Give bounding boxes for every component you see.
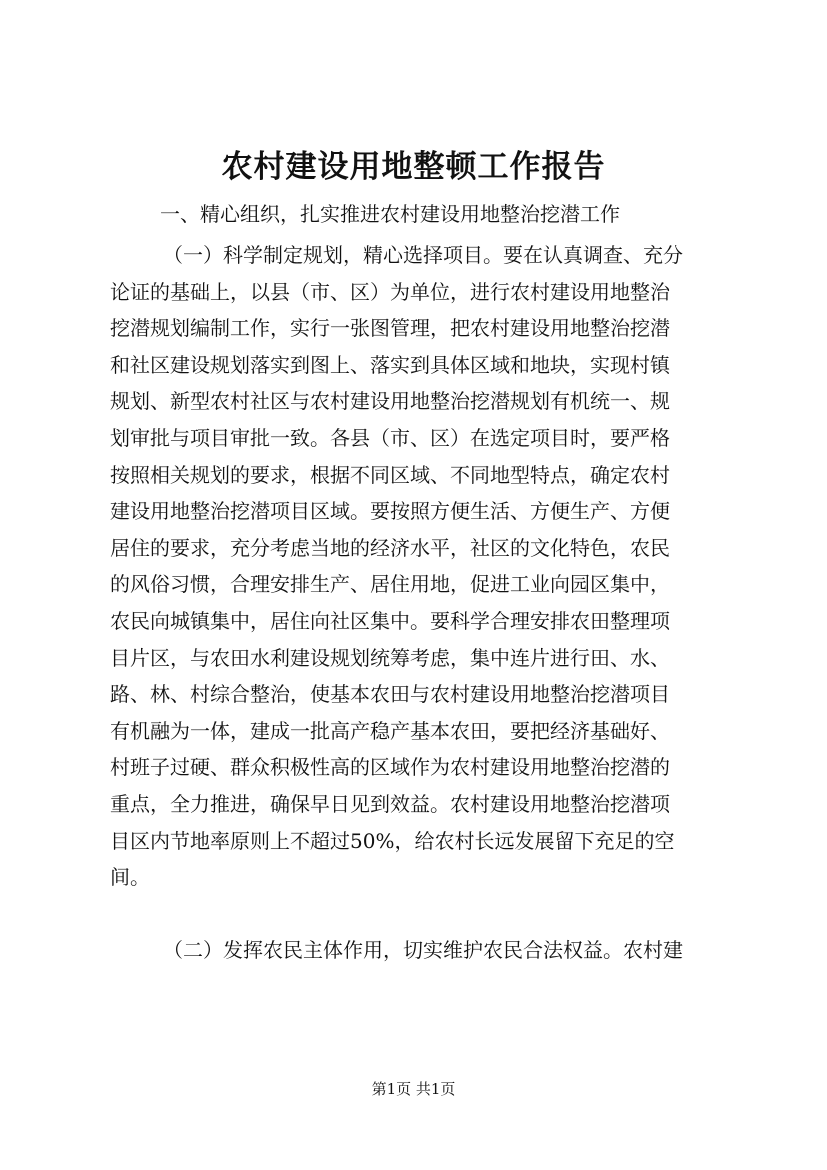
document-title: 农村建设用地整顿工作报告	[221, 149, 606, 185]
text-line: 按照相关规划的要求，根据不同区域、不同地型特点，确定农村	[110, 462, 670, 487]
text-line: 路、林、村综合整治，使基本农田与农村建设用地整治挖潜项目	[110, 682, 670, 707]
text-line: 有机融为一体，建成一批高产稳产基本农田，要把经济基础好、	[110, 718, 670, 743]
page-footer: 第1页 共1页	[371, 1080, 456, 1098]
text-line: 村班子过硬、群众积极性高的区域作为农村建设用地整治挖潜的	[110, 755, 670, 780]
text-line: 目片区，与农田水利建设规划统筹考虑，集中连片进行田、水、	[110, 645, 670, 670]
text-line: 挖潜规划编制工作，实行一张图管理，把农村建设用地整治挖潜	[110, 316, 670, 341]
text-line: 重点，全力推进，确保早日见到效益。农村建设用地整治挖潜项	[110, 791, 670, 816]
text-line: 和社区建设规划落实到图上、落实到具体区域和地块，实现村镇	[110, 352, 670, 377]
text-line: （一）科学制定规划，精心选择项目。要在认真调查、充分	[163, 243, 683, 267]
body-text	[110, 237, 730, 969]
text-line: 规划、新型农村社区与农村建设用地整治挖潜规划有机统一、规	[110, 389, 670, 414]
text-line: 农民向城镇集中，居住向社区集中。要科学合理安排农田整理项	[110, 608, 670, 633]
text-line: 居住的要求，充分考虑当地的经济水平，社区的文化特色，农民	[110, 535, 670, 560]
section-heading: 一、精心组织，扎实推进农村建设用地整治挖潜工作	[160, 202, 620, 226]
text-line: 目区内节地率原则上不超过50%，给农村长远发展留下充足的空	[110, 828, 675, 853]
text-line: 划审批与项目审批一致。各县（市、区）在选定项目时，要严格	[110, 425, 670, 450]
text-line: 的风俗习惯，合理安排生产、居住用地，促进工业向园区集中，	[110, 572, 670, 597]
text-line: 建设用地整治挖潜项目区域。要按照方便生活、方便生产、方便	[110, 499, 670, 524]
text-line: 论证的基础上，以县（市、区）为单位，进行农村建设用地整治	[110, 279, 670, 304]
text-line: （二）发挥农民主体作用，切实维护农民合法权益。农村建	[163, 938, 683, 963]
text-line: 间。	[110, 865, 150, 890]
blank-line	[110, 896, 730, 933]
